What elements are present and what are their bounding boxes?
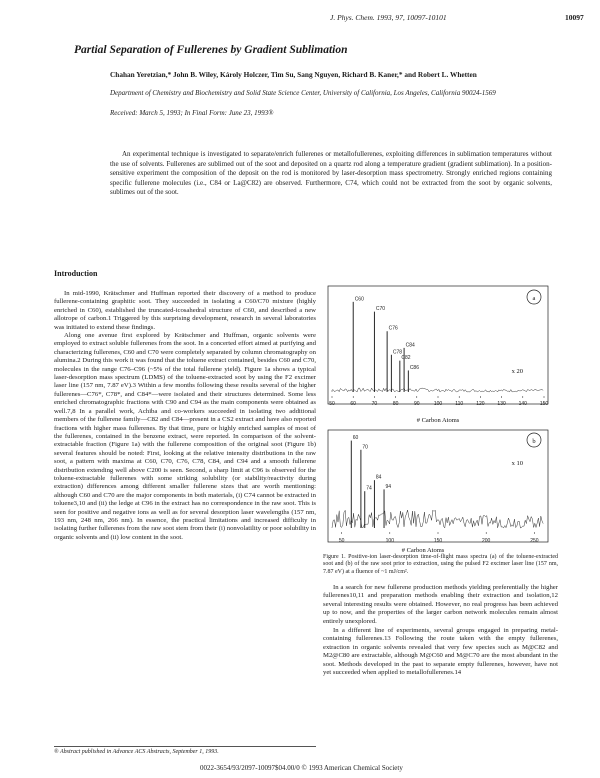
panel-b-scale: x 10 <box>511 460 523 467</box>
spectrum-panel-b <box>328 430 548 554</box>
left-column-text <box>54 290 316 542</box>
figure-caption: Figure 1. Positive-ion laser-desorption time-of-flight mass spectra (a) of the toluene-extracted soot and (b) of the raw soot prior to extraction, using the pulsed F2 excimer laser line (157 nm, 7.87 eV) at a fluence of ~1 mJ/cm². <box>323 554 558 575</box>
copyright-line: 0022-3654/93/2097-10097$04.00/0 © 1993 American Chemical Society <box>200 764 403 772</box>
peak-label: 84 <box>375 474 382 481</box>
x-tick-label: 150 <box>539 401 549 407</box>
x-tick-label: 110 <box>455 401 464 407</box>
page-number: 10097 <box>565 13 584 22</box>
x-tick-label: 130 <box>497 401 506 407</box>
x-tick-label: 150 <box>433 538 443 544</box>
spectrum-baseline-b <box>332 510 543 528</box>
received-dates: Received: March 5, 1993; In Final Form: June 23, 1993® <box>110 109 274 117</box>
footnote: ® Abstract published in Advance ACS Abstracts, September 1, 1993. <box>54 746 316 755</box>
x-tick-label: 90 <box>414 401 420 407</box>
spectrum-panel-a <box>328 286 548 424</box>
panel-a-scale: x 20 <box>511 368 523 375</box>
right-paragraph-2: In a different line of experiments, several groups engaged in preparing metal-containing fullerenes.13 Following the route taken with the empty fullerenes, extraction in organic solvents revealed that very few species such as M@C82 and M2@C80 are extractable, although M@C60 and M@C70 are the most abundant in the soot. Methods developed in the past to separate empty fullerenes, however, have not yet succeeded when applied to metallofullerenes.14 <box>323 627 558 677</box>
peak-label: 94 <box>385 483 392 490</box>
figure-1 <box>318 280 558 554</box>
intro-paragraph-1: In mid-1990, Krätschmer and Huffman reported their discovery of a method to produce fullerene-containing graphitic soot. They succeeded in isolating a C60/C70 mixture (highly enriched in C60), established the truncated-icosahedral structure of C60, and described a new allotrope of carbon.1 Triggered by this surprising development, research in several laboratories was initiated to extend these findings. <box>54 290 316 331</box>
section-heading-introduction: Introduction <box>54 269 98 278</box>
peak-label: 60 <box>352 435 359 442</box>
x-tick-label: 80 <box>392 401 399 407</box>
peak-label: C78 <box>392 349 403 356</box>
author-list: Chahan Yeretzian,* John B. Wiley, Károly Holczer, Tim Su, Sang Nguyen, Richard B. Kaner,* and Robert L. Whetten <box>110 70 477 79</box>
x-tick-label: 100 <box>385 538 394 544</box>
peak-label: 74 <box>366 485 372 492</box>
intro-paragraph-2: Along one avenue first explored by Krätschmer and Huffman, organic solvents were employed to extract soluble fullerenes from the soot. In a concerted effort aimed at purifying and characterizing fullerenes, C60 and C70 were completely separated by column chromatography on alumina.2 During this work it was found that the toluene extract contained, besides C60 and C70, molecules in the range C76–C96 (~5% of the total fullerene yield). Figure 1a shows a typical laser-desorption mass spectrum (LDMS) of the toluene-extracted soot by using the F2 excimer laser line (157 nm, 7.87 eV).3 Within a few months following these results several of the higher fullerenes—C76*, C78*, and C84*—were isolated and their structures determined. Some less enriched chromatographic fractions with C90 and C94 as the main components were obtained as well.7,8 In a parallel work, Achiba and co-workers succeeded in isolating two additional members of the fullerene family—C82 and C84—present in a CS2 extract and have also reported fractions with higher mass fullerenes. By that time, pure or highly enriched samples of most of the fullerenes, contained in the benzene extract, were reported. In comparison of the solvent-extractable fraction (Figure 1a) with the fullerene composition of the original soot (Figure 1b) several features should be noted: First, looking at the relative intensity distributions in the raw soot, a pattern with maxima at C60, C70, C76, C78, C84, and C94 and a smooth fullerene distribution extending well above C200 is seen. Second, a sharp limit at C96 is observed for the toluene-extractable fullerenes with some striking solubility (or stability/reactivity during extraction) differences among different smaller fullerene sizes that are worth mentioning: although C60 and C70 are the major components in both materials, (i) C74 cannot be extracted in toluene3,10 and (ii) the ledge at C96 in the extract has no correspondence in the raw soot. This is seen for positive and negative ions as well as for several desorption laser wavelengths (157 nm, 193 nm, 248 nm, 266 nm). In essence, the practical limitations and increased difficulty in isolating further fullerenes from the raw soot stem from their (i) nonvolatility or poor solubility in organic solvents and (ii) low content in the soot. <box>54 332 316 541</box>
affiliation: Department of Chemistry and Biochemistry and Solid State Science Center, University of California, Los Angeles, California 90024-1569 <box>110 89 496 97</box>
paper-title: Partial Separation of Fullerenes by Gradient Sublimation <box>74 44 348 56</box>
x-tick-label: 50 <box>338 538 345 544</box>
peak-label: C84 <box>405 342 415 349</box>
panel-a-xlabel: # Carbon Atoms <box>416 417 460 424</box>
spectrum-baseline-a <box>332 388 543 392</box>
peak-label: C82 <box>401 355 411 362</box>
x-tick-label: 60 <box>350 401 356 407</box>
panel-a-frame <box>328 286 548 404</box>
x-tick-label: 120 <box>476 401 485 407</box>
panel-b-xlabel: # Carbon Atoms <box>401 547 445 554</box>
peak-label: C60 <box>354 296 364 303</box>
peak-label: C86 <box>409 364 420 371</box>
peak-label: C76 <box>388 325 398 332</box>
x-tick-label: 140 <box>518 401 527 407</box>
peak-label: C70 <box>375 306 386 313</box>
panel-b-letter: b <box>532 438 536 445</box>
panel-a-letter: a <box>532 295 536 302</box>
x-tick-label: 50 <box>329 401 335 407</box>
abstract: An experimental technique is investigated to separate/enrich fullerenes or metallofullerenes, exploiting differences in sublimation temperatures without the use of solvents. Fullerenes are sublimed out of the soot and deposited on a quartz rod along a temperature gradient (gradient sublimation). In a position-sensitive experiment the composition of the deposit on the rod is monitored by laser-desorption mass spectrometry. Strongly enriched regions containing specific fullerene molecules (i.e., C84 or La@C82) are observed. Furthermore, C74, which could not be extracted from the soot by organic solvents, sublimes out of the soot. <box>110 150 552 197</box>
right-paragraph-1: In a search for new fullerene production methods yielding preferentially the higher fullerenes10,11 and preparation methods enabling their extraction and isolation,12 several interesting results were obtained. However, no real progress has been achieved up to now, and the properties of the larger carbon network molecules remain almost entirely unexplored. <box>323 584 558 625</box>
x-tick-label: 100 <box>433 401 443 407</box>
journal-header: J. Phys. Chem. 1993, 97, 10097-10101 <box>330 13 447 22</box>
peak-label: 70 <box>362 444 368 451</box>
x-tick-label: 200 <box>482 538 491 544</box>
x-tick-label: 250 <box>530 538 539 544</box>
x-tick-label: 70 <box>371 401 378 407</box>
right-column-text <box>323 584 558 678</box>
